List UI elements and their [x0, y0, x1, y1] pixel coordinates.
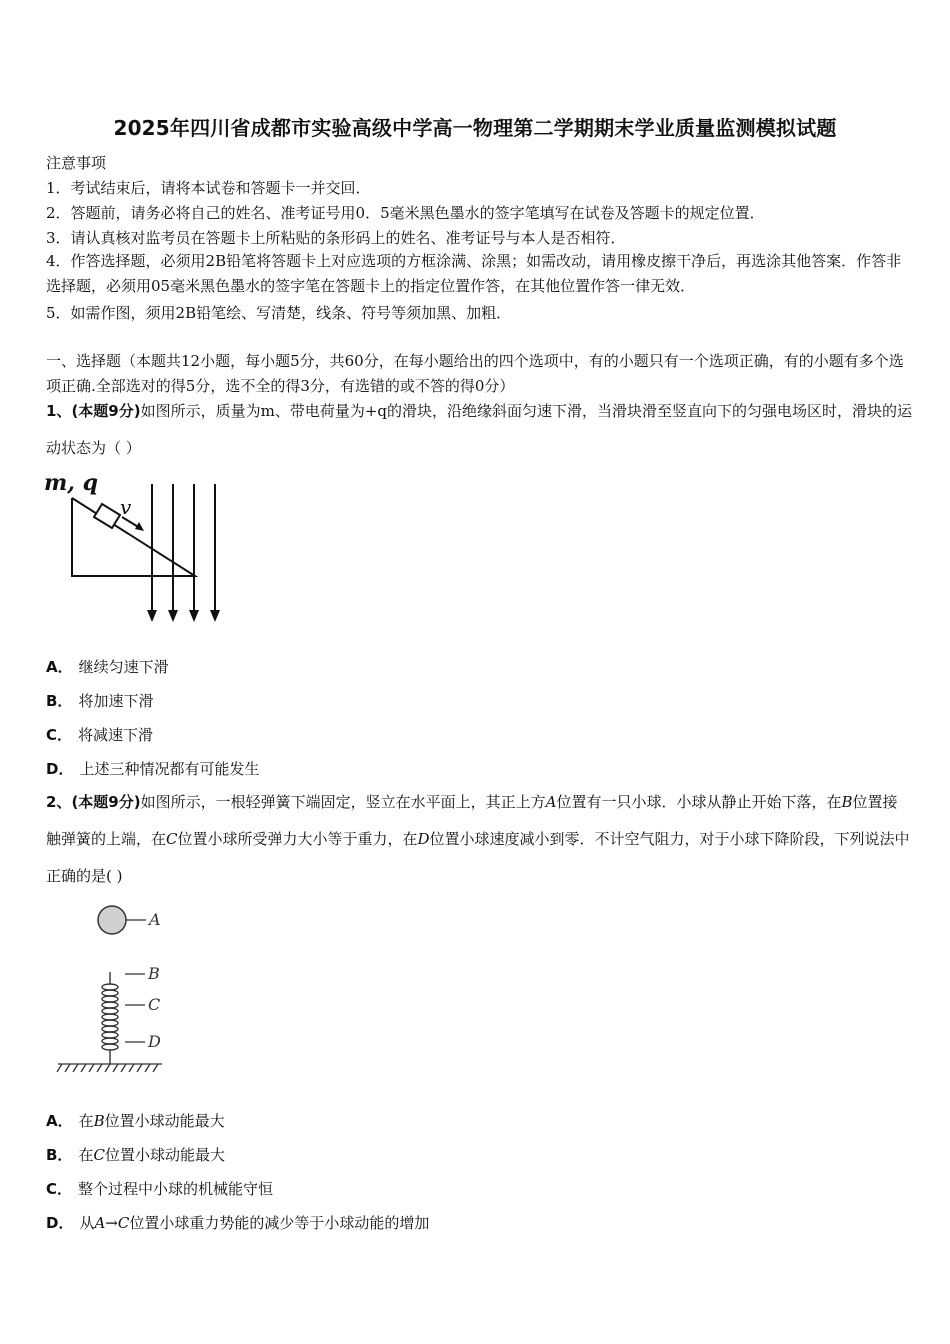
- note-item-2: 2．答题前，请务必将自己的姓名、准考证号用0．5毫米黑色墨水的签字笔填写在试卷及答题卡的规定位置．: [46, 204, 765, 222]
- question-2-text: 2、(本题9分)如图所示，一根轻弹簧下端固定，竖立在水平面上，其正上方A位置有一只小球．小球从静止开始下落，在B位置接触弹簧的上端，在C位置小球所受弹力大小等于重力，在D位置小球速度减小到零．不计空气阻力，对于小球下降阶段，下列说法中正确的是( ): [46, 793, 910, 885]
- label-b: B: [148, 964, 160, 983]
- question-2-number: 2、: [46, 793, 72, 811]
- incline-field-figure: [40, 470, 240, 630]
- q1-option-a[interactable]: A． 继续匀速下滑: [46, 658, 169, 676]
- ground: [57, 1064, 162, 1072]
- note-item-1: 1．考试结束后，请将本试卷和答题卡一并交回．: [46, 179, 371, 197]
- note-item-5: 5．如需作图，须用2B铅笔绘、写清楚，线条、符号等须加黑、加粗．: [46, 304, 512, 322]
- ball: [98, 906, 126, 934]
- question-1-text: [46, 393, 912, 467]
- note-item-4: 4．作答选择题，必须用2B铅笔将答题卡上对应选项的方框涂满、涂黑；如需改动，请用橡皮擦干净后，再选涂其他答案．作答非选择题，必须用05毫米黑色墨水的签字笔在答题卡上的指定位置作答，在其他位置作答一律无效．: [46, 252, 902, 295]
- q1-option-c[interactable]: C． 将减速下滑: [46, 726, 154, 744]
- notes-heading: 注意事项: [46, 154, 107, 172]
- label-d: D: [148, 1032, 161, 1051]
- question-1-number: 1、: [46, 402, 72, 420]
- question-1-score: (本题9分): [71, 402, 141, 420]
- velocity-label: v: [120, 495, 132, 519]
- spring-ball-figure: [52, 898, 182, 1078]
- spring: [102, 972, 118, 1064]
- section-heading: 一、选择题（本题共12小题，每小题5分，共60分，在每小题给出的四个选项中，有的小题只有一个选项正确，有的小题有多个选项正确.全部选对的得5分，选不全的得3分，有选错的或不答的得0分）: [46, 352, 904, 395]
- mass-charge-label: m, q: [44, 470, 98, 496]
- electric-field-lines: [152, 484, 215, 614]
- question-2-score: (本题9分): [71, 793, 141, 811]
- q2-option-a[interactable]: A． 在B位置小球动能最大: [46, 1112, 225, 1130]
- label-a: A: [149, 910, 161, 929]
- q1-option-b[interactable]: B． 将加速下滑: [46, 692, 154, 710]
- note-item-3: 3．请认真核对监考员在答题卡上所粘贴的条形码上的姓名、准考证号与本人是否相符．: [46, 229, 626, 247]
- q2-option-d[interactable]: D． 从A→C位置小球重力势能的减少等于小球动能的增加: [46, 1214, 430, 1232]
- label-c: C: [148, 995, 161, 1014]
- question-1-body: 如图所示，质量为m、带电荷量为+q的滑块，沿绝缘斜面匀速下滑，当滑块滑至竖直向下的匀强电场区时，滑块的运动状态为（ ）: [46, 402, 912, 457]
- q2-option-c[interactable]: C． 整个过程中小球的机械能守恒: [46, 1180, 274, 1198]
- q1-option-d[interactable]: D． 上述三种情况都有可能发生: [46, 760, 260, 778]
- page-title: 2025年四川省成都市实验高级中学高一物理第二学期期末学业质量监测模拟试题: [113, 116, 837, 140]
- q2-option-b[interactable]: B． 在C位置小球动能最大: [46, 1146, 225, 1164]
